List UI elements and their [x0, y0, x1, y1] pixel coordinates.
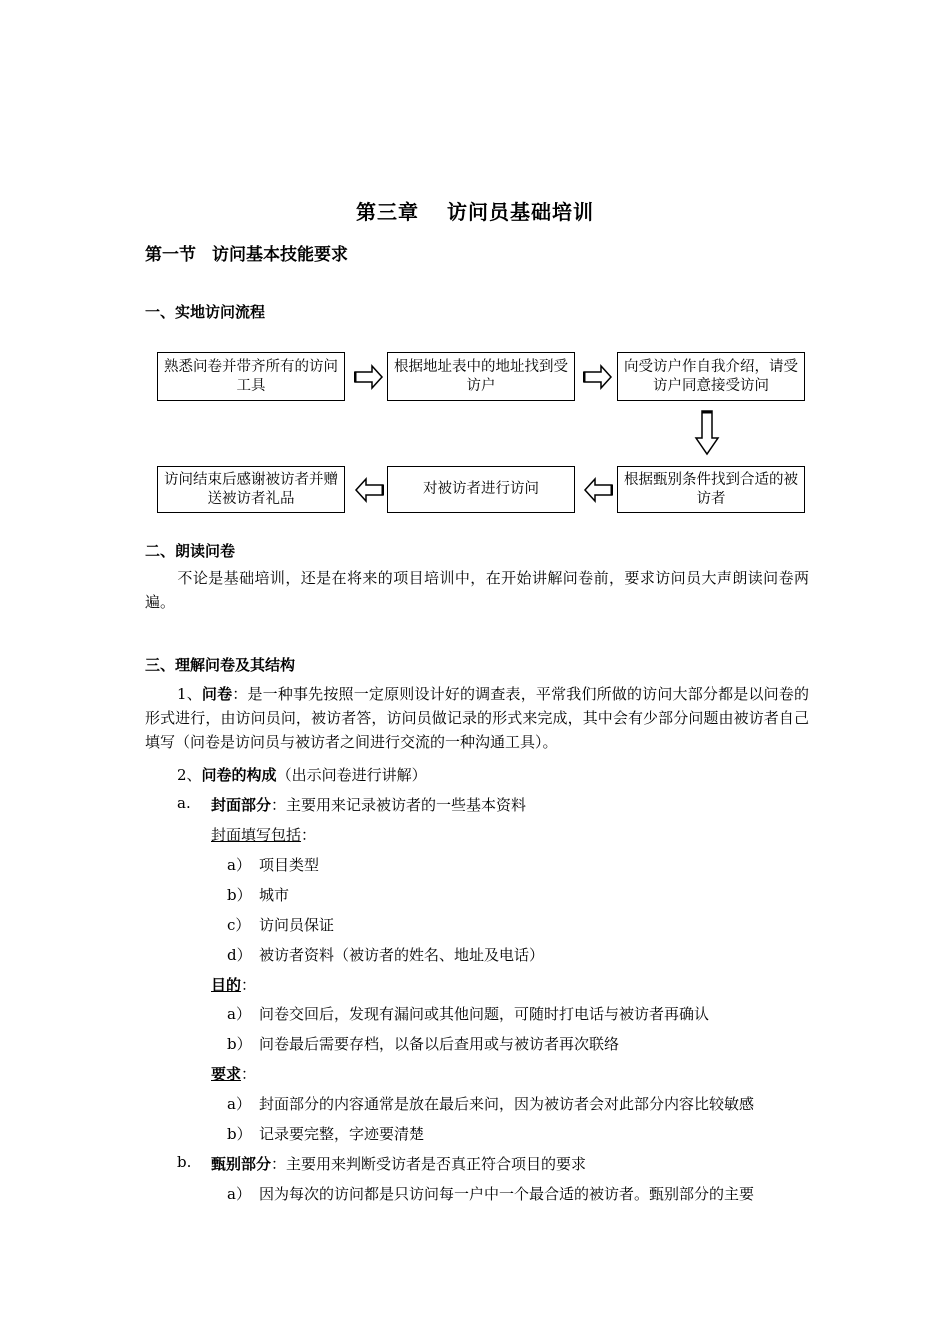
item-a-text: ：主要用来记录被访者的一些基本资料 — [271, 796, 527, 814]
list-marker: a） — [227, 1005, 251, 1023]
item-b-label: b. — [177, 1153, 192, 1171]
down-arrow-icon — [694, 410, 720, 456]
chapter-name: 访问员基础培训 — [447, 200, 594, 224]
part2-text: 不论是基础培训，还是在将来的项目培训中，在开始讲解问卷前，要求访问员大声朗读问卷两遍。 — [145, 569, 809, 611]
p1-term: 问卷 — [201, 685, 233, 703]
left-arrow-icon — [583, 477, 613, 503]
item-a-term: 封面部分 — [211, 796, 272, 814]
chapter-title — [0, 196, 950, 225]
list-marker: b） — [227, 886, 252, 904]
p1-text: ：是一种事先按照一定原则设计好的调查表，平常我们所做的访问大部分都是以问卷的形式进行，由访问员问，被访者答，访问员做记录的形式来完成，其中会有少部分问题由被访者自己填写（问卷是访问员与被访者之间进行交流的一种沟通工具）。 — [145, 685, 809, 751]
flow-box-5: 对被访者进行访问 — [387, 466, 575, 513]
part3-paragraph-2 — [177, 764, 427, 785]
list-item: 记录要完整，字迹要清楚 — [259, 1125, 425, 1143]
part3-paragraph-1 — [145, 682, 809, 754]
item-a — [211, 794, 526, 815]
right-arrow-icon — [583, 364, 613, 390]
cover-fill-heading: 封面填写包括： — [211, 826, 317, 844]
list-marker: b） — [227, 1035, 252, 1053]
list-item: 问卷交回后，发现有漏问或其他问题，可随时打电话与被访者再确认 — [259, 1005, 710, 1023]
item-a-label: a. — [177, 794, 191, 812]
purpose-label: 目的 — [211, 976, 242, 994]
item-b-text: ：主要用来判断受访者是否真正符合项目的要求 — [271, 1155, 587, 1173]
list-item: 问卷最后需要存档，以备以后查用或与被访者再次联络 — [259, 1035, 620, 1053]
flow-box-4: 根据甄别条件找到合适的被访者 — [617, 466, 805, 513]
flow-box-6: 访问结束后感谢被访者并赠送被访者礼品 — [157, 466, 345, 513]
p2-number: 2、 — [177, 766, 202, 784]
require-label: 要求 — [211, 1065, 242, 1083]
part1-heading: 一、实地访问流程 — [145, 303, 266, 321]
part2-heading: 二、朗读问卷 — [145, 542, 236, 560]
section-title — [145, 240, 348, 265]
list-item: 项目类型 — [259, 856, 320, 874]
item-b-term: 甄别部分 — [211, 1155, 272, 1173]
list-item: 被访者资料（被访者的姓名、地址及电话） — [259, 946, 545, 964]
purpose-heading: 目的： — [211, 976, 257, 994]
p2-note: （出示问卷进行讲解） — [276, 766, 427, 784]
list-item: 封面部分的内容通常是放在最后来问，因为被访者会对此部分内容比较敏感 — [259, 1095, 755, 1113]
cover-fill-label: 封面填写包括 — [211, 826, 302, 844]
require-heading: 要求： — [211, 1065, 257, 1083]
list-item: 因为每次的访问都是只访问每一户中一个最合适的被访者。甄别部分的主要 — [259, 1185, 755, 1203]
list-marker: d） — [227, 946, 252, 964]
part2-paragraph — [145, 566, 809, 614]
list-marker: c） — [227, 916, 251, 934]
list-marker: b） — [227, 1125, 252, 1143]
flow-box-2: 根据地址表中的地址找到受访户 — [387, 352, 575, 401]
flow-box-3: 向受访户作自我介绍，请受访户同意接受访问 — [617, 352, 805, 401]
left-arrow-icon — [354, 477, 384, 503]
p2-term: 问卷的构成 — [201, 766, 277, 784]
right-arrow-icon — [354, 364, 384, 390]
list-item: 访问员保证 — [259, 916, 335, 934]
part3-heading: 三、理解问卷及其结构 — [145, 656, 296, 674]
flow-box-1: 熟悉问卷并带齐所有的访问工具 — [157, 352, 345, 401]
list-marker: a） — [227, 856, 251, 874]
list-item: 城市 — [259, 886, 290, 904]
list-marker: a） — [227, 1095, 251, 1113]
chapter-number: 第三章 — [356, 200, 419, 224]
p1-number: 1、 — [177, 685, 202, 703]
item-b — [211, 1153, 586, 1174]
section-number: 第一节 — [145, 245, 196, 265]
section-name: 访问基本技能要求 — [212, 245, 348, 265]
list-marker: a） — [227, 1185, 251, 1203]
